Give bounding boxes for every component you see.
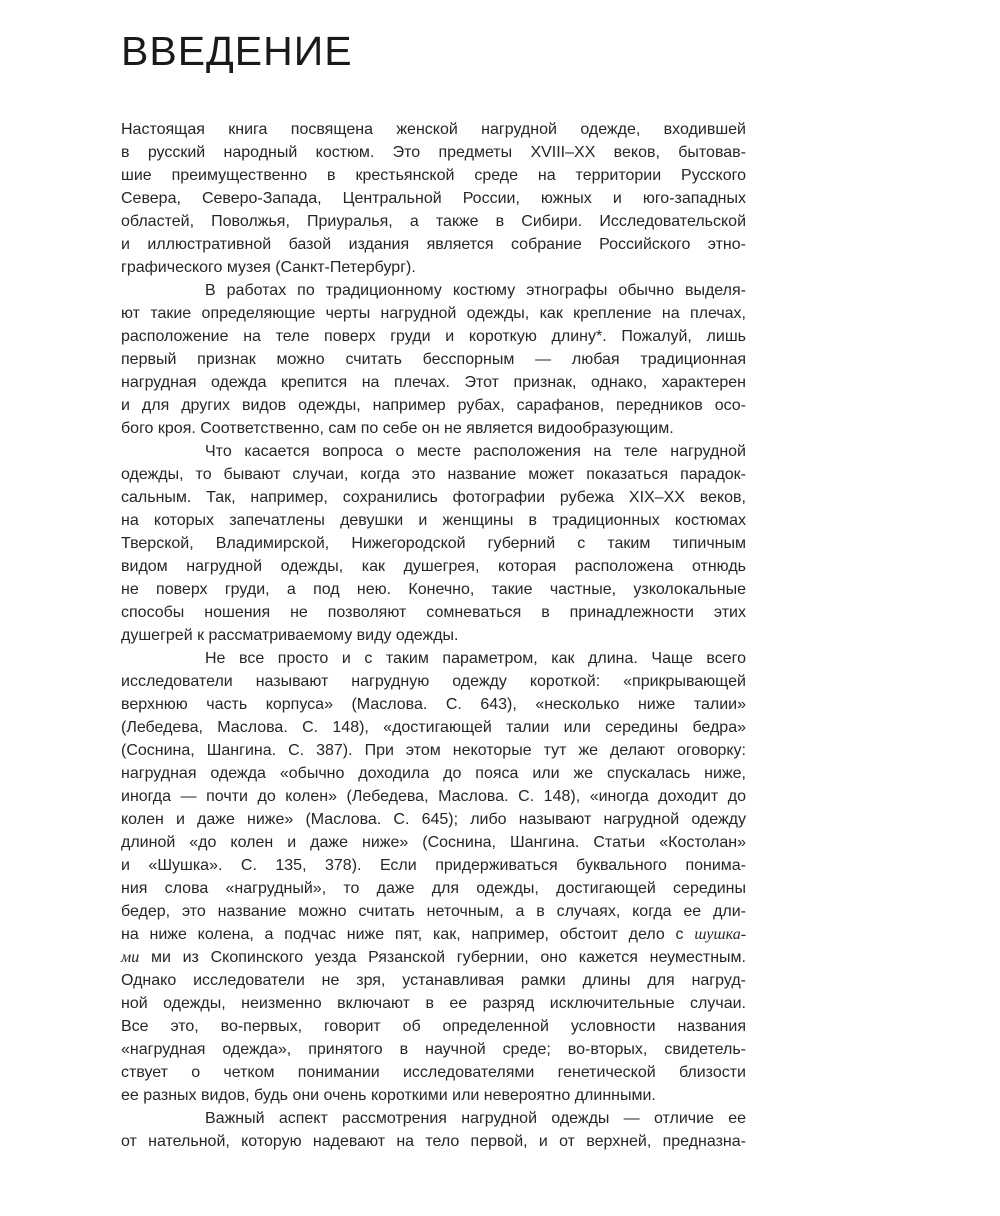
text-line: и для других видов одежды, например рубах, сарафанов, передников осо- xyxy=(121,397,746,414)
paragraph-3 xyxy=(121,440,881,647)
text-line: областей, Поволжья, Приуралья, а также в Сибири. Исследовательской xyxy=(121,213,746,230)
text-line: ной одежды, неизменно включают в ее разряд исключительные случаи. xyxy=(121,995,746,1012)
text-line: Севера, Северо-Запада, Центральной России, южных и юго-западных xyxy=(121,190,746,207)
italic-term: шушка- xyxy=(694,926,747,943)
text-fragment: ми из Скопинского уезда Рязанской губернии, оно кажется неуместным. xyxy=(150,949,746,966)
text-line: и «Шушка». С. 135, 378). Если придерживаться буквального понима- xyxy=(121,857,746,874)
text-line: от нательной, которую надевают на тело первой, и от верхней, предназна- xyxy=(121,1133,746,1150)
text-line: первый признак можно считать бесспорным — любая традиционная xyxy=(121,351,746,368)
text-line-with-italic xyxy=(121,946,746,969)
text-line: ствует о четком понимании исследователями генетической близости xyxy=(121,1064,746,1081)
text-line: иногда — почти до колен» (Лебедева, Маслова. С. 148), «иногда доходит до xyxy=(121,788,746,805)
italic-term: ми xyxy=(121,949,140,966)
text-line: шие преимущественно в крестьянской среде на территории Русского xyxy=(121,167,746,184)
text-line: не поверх груди, а под нею. Конечно, такие частные, узколокальные xyxy=(121,581,746,598)
text-line: В работах по традиционному костюму этнографы обычно выделя- xyxy=(205,282,746,299)
text-line: Однако исследователи не зря, устанавливая рамки длины для нагруд- xyxy=(121,972,746,989)
text-line: видом нагрудной одежды, как душегрея, которая расположена отнюдь xyxy=(121,558,746,575)
text-line: одежды, то бывают случаи, когда это название может показаться парадок- xyxy=(121,466,746,483)
paragraph-5 xyxy=(121,1107,881,1153)
text-line: способы ношения не позволяют сомневаться в принадлежности этих xyxy=(121,604,746,621)
text-line: расположение на теле поверх груди и короткую длину*. Пожалуй, лишь xyxy=(121,328,746,345)
text-line: ния слова «нагрудный», то даже для одежды, достигающей середины xyxy=(121,880,746,897)
text-line: Тверской, Владимирской, Нижегородской губерний с таким типичным xyxy=(121,535,746,552)
text-line: в русский народный костюм. Это предметы XVIII–XX веков, бытовав- xyxy=(121,144,746,161)
text-line: нагрудная одежда крепится на плечах. Этот признак, однако, характерен xyxy=(121,374,746,391)
text-fragment: на ниже колена, а подчас ниже пят, как, например, обстоит дело с xyxy=(121,926,684,943)
text-line: Все это, во-первых, говорит об определенной условности названия xyxy=(121,1018,746,1035)
text-line: и иллюстративной базой издания является собрание Российского этно- xyxy=(121,236,746,253)
text-line: (Соснина, Шангина. С. 387). При этом некоторые тут же делают оговорку: xyxy=(121,742,746,759)
text-line: Что касается вопроса о месте расположения на теле нагрудной xyxy=(205,443,746,460)
text-line: (Лебедева, Маслова. С. 148), «достигающей талии или середины бедра» xyxy=(121,719,746,736)
text-line: душегрей к рассматриваемому виду одежды. xyxy=(121,627,459,644)
page-title: ВВЕДЕНИЕ xyxy=(121,28,353,74)
text-line: длиной «до колен и даже ниже» (Соснина, Шангина. Статьи «Костолан» xyxy=(121,834,746,851)
text-line: Не все просто и с таким параметром, как длина. Чаще всего xyxy=(205,650,746,667)
text-line: бедер, это название можно считать неточным, а в случаях, когда ее дли- xyxy=(121,903,746,920)
text-line: исследователи называют нагрудную одежду короткой: «прикрывающей xyxy=(121,673,746,690)
text-line: колен и даже ниже» (Маслова. С. 645); либо называют нагрудной одежду xyxy=(121,811,746,828)
text-line-with-italic xyxy=(121,923,746,946)
text-line: Важный аспект рассмотрения нагрудной одежды — отличие ее xyxy=(205,1110,746,1127)
text-line: ее разных видов, будь они очень короткими или невероятно длинными. xyxy=(121,1087,656,1104)
text-line: на которых запечатлены девушки и женщины в традиционных костюмах xyxy=(121,512,746,529)
text-line: Настоящая книга посвящена женской нагрудной одежде, входившей xyxy=(121,121,746,138)
text-line: ют такие определяющие черты нагрудной одежды, как крепление на плечах, xyxy=(121,305,746,322)
paragraph-1 xyxy=(121,118,881,279)
body-text xyxy=(121,118,881,1153)
text-line: верхнюю часть корпуса» (Маслова. С. 643), «несколько ниже талии» xyxy=(121,696,746,713)
text-line: сальным. Так, например, сохранились фотографии рубежа XIX–XX веков, xyxy=(121,489,746,506)
text-line: нагрудная одежда «обычно доходила до пояса или же спускалась ниже, xyxy=(121,765,746,782)
text-line: графического музея (Санкт-Петербург). xyxy=(121,259,416,276)
paragraph-4 xyxy=(121,647,881,1107)
text-line: бого кроя. Соответственно, сам по себе он не является видообразующим. xyxy=(121,420,674,437)
text-line: «нагрудная одежда», принятого в научной среде; во-вторых, свидетель- xyxy=(121,1041,746,1058)
paragraph-2 xyxy=(121,279,881,440)
